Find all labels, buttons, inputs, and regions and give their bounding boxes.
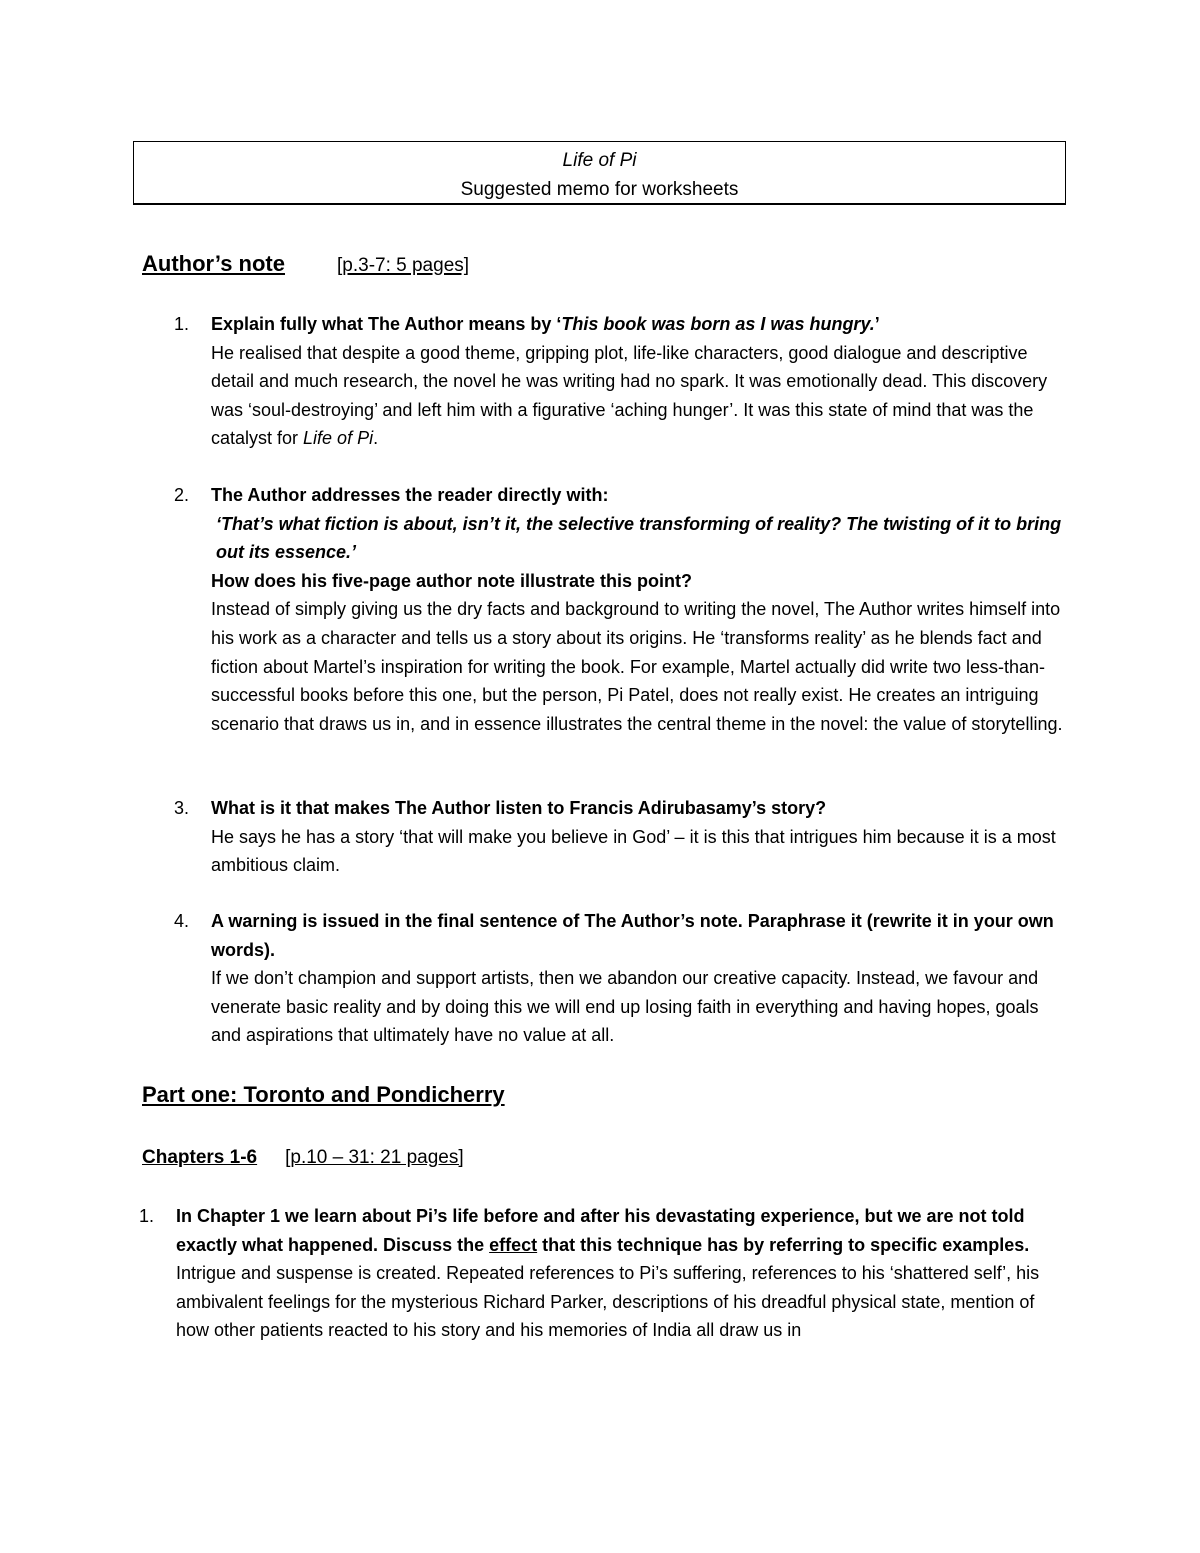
title-box [133,141,1066,205]
authors-note-question-4 [174,907,1071,1050]
part-one-heading: Part one: Toronto and Pondicherry [142,1082,505,1107]
document-subtitle: Suggested memo for worksheets [460,179,739,200]
question-number: 2. [174,485,190,505]
answer-text: If we don’t champion and support artists, then we abandon our creative capacity. Instead, we favour and venerate basic reality and by doing this we will end up losing faith in everything and having hopes, goals and aspirations that ultimately have no value at all. [211,968,1039,1046]
question-number: 1. [174,314,190,334]
question-text: Explain fully what The Author means by ‘This book was born as I was hungry.’ [211,314,880,334]
question-number: 1. [139,1206,155,1226]
question-intro: The Author addresses the reader directly with: [211,485,609,505]
chapters-pages: [p.10 – 31: 21 pages] [285,1147,464,1168]
authors-note-question-3 [174,794,1071,880]
chapters-heading: Chapters 1-6 [p.10 – 31: 21 pages] [142,1147,464,1168]
answer-text: Instead of simply giving us the dry facts and background to writing the novel, The Author writes himself into his work as a character and tells us a story about its origins. He ‘transforms reality’ as he blends fact and fiction about Martel’s inspiration for writing the book. For example, Martel actually did write two less-than-successful books before this one, but the person, Pi Patel, does not really exist. He creates an intriguing scenario that draws us in, and in essence illustrates the central theme in the novel: the value of storytelling. [211,599,1063,734]
question-quote: ‘That’s what fiction is about, isn’t it, the selective transforming of reality? The twisting of it to bring out its essence.’ [216,513,1062,563]
part-one-question-1 [139,1202,1071,1345]
authors-note-pages: [p.3-7: 5 pages] [337,255,470,276]
question-text: In Chapter 1 we learn about Pi’s life before and after his devastating experience, but we are not told exactly what happened. Discuss the effect that this technique has by referring to specific examples. [176,1206,1030,1255]
question-number: 3. [174,798,190,818]
answer-text: Intrigue and suspense is created. Repeated references to Pi’s suffering, references to his ‘shattered self’, his ambivalent feelings for the mysterious Richard Parker, descriptions of his dreadful physical state, mention of how other patients reacted to his story and his memories of India all draw us in [176,1263,1040,1341]
authors-note-question-1 [174,310,1071,453]
question-ask: How does his five-page author note illustrate this point? [211,570,693,591]
authors-note-question-2 [174,481,1071,738]
answer-text: He says he has a story ‘that will make you believe in God’ – it is this that intrigues him because it is a most ambitious claim. [211,826,1056,876]
question-text: A warning is issued in the final sentence of The Author’s note. Paraphrase it (rewrite it in your own words). [211,911,1054,960]
document-title: Life of Pi [562,150,637,171]
question-number: 4. [174,911,190,931]
question-text: What is it that makes The Author listen to Francis Adirubasamy’s story? [211,798,827,818]
authors-note-heading: Author’s note [p.3-7: 5 pages] [142,251,470,276]
answer-text: He realised that despite a good theme, gripping plot, life-like characters, good dialogue and descriptive detail and much research, the novel he was writing had no spark. It was emotionally dead. This discovery was ‘soul-destroying’ and left him with a figurative ‘aching hunger’. It was this state of mind that was the catalyst for Life of Pi. [211,342,1048,449]
